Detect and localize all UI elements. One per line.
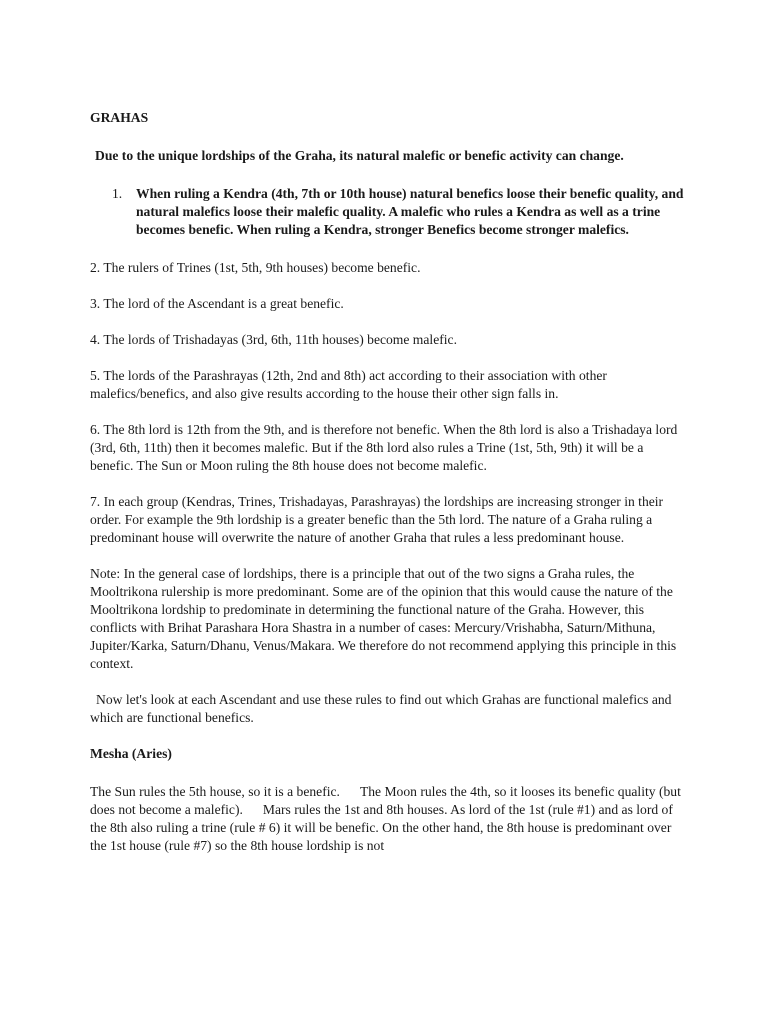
- rule-1-text: When ruling a Kendra (4th, 7th or 10th house) natural benefics loose their benefic quality, and natural malefics loose their malefic quality. A malefic who rules a Kendra as well as a trine becomes benefic. When ruling a Kendra, stronger Benefics become stronger malefics.: [136, 186, 684, 237]
- mesha-sentence-3: Mars rules the 1st and 8th houses. As lord of the 1st (rule #1) and as lord of the 8th also ruling a trine (rule # 6) it will be benefic. On the other hand, the 8th house is predominant over the 1st house (rule #7) so the 8th house lordship is not: [90, 802, 673, 853]
- rule-2-paragraph: 2. The rulers of Trines (1st, 5th, 9th houses) become benefic.: [90, 260, 421, 275]
- note-paragraph: Note: In the general case of lordships, there is a principle that out of the two signs a Graha rules, the Mooltrikona rulership is more predominant. Some are of the opinion that this would cause the nature of the Mooltrikona lordship to predominate in determining the functional nature of the Graha. However, this conflicts with Brihat Parashara Hora Shastra in a number of cases: Mercury/Vrishabha, Saturn/Mithuna, Jupiter/Karka, Saturn/Dhanu, Venus/Makara. We therefore do not recommend applying this principle in this context.: [90, 566, 677, 671]
- mesha-sentence-2: The Moon rules the 4th, so it looses its benefic quality (but does not become a malefic).: [90, 784, 681, 817]
- list-item: [90, 185, 684, 239]
- document-page: [90, 109, 684, 873]
- transition-paragraph: Now let's look at each Ascendant and use these rules to find out which Grahas are functional malefics and which are functional benefics.: [90, 692, 672, 725]
- rule-3-paragraph: 3. The lord of the Ascendant is a great benefic.: [90, 296, 344, 311]
- section-title: Mesha (Aries): [90, 746, 172, 761]
- mesha-sentence-1: The Sun rules the 5th house, so it is a benefic.: [90, 784, 340, 799]
- list-number: 1.: [112, 186, 123, 201]
- rule-5-paragraph: 5. The lords of the Parashrayas (12th, 2nd and 8th) act according to their association with other malefics/benefics, and also give results according to the house their other sign falls in.: [90, 368, 607, 401]
- document-title: GRAHAS: [90, 110, 149, 125]
- rule-list: [90, 185, 684, 239]
- rule-6-paragraph: 6. The 8th lord is 12th from the 9th, and is therefore not benefic. When the 8th lord is also a Trishadaya lord (3rd, 6th, 11th) then it becomes malefic. But if the 8th lord also rules a Trine (1st, 5th, 9th) it will be a benefic. The Sun or Moon ruling the 8th house does not become malefic.: [90, 422, 678, 473]
- rule-4-paragraph: 4. The lords of Trishadayas (3rd, 6th, 11th houses) become malefic.: [90, 332, 457, 347]
- intro-paragraph: Due to the unique lordships of the Graha, its natural malefic or benefic activity can change.: [95, 148, 624, 163]
- mesha-paragraph: [90, 783, 684, 855]
- rule-7-paragraph: 7. In each group (Kendras, Trines, Trishadayas, Parashrayas) the lordships are increasing stronger in their order. For example the 9th lordship is a greater benefic than the 5th lord. The nature of a Graha ruling a predominant house will overwrite the nature of another Graha that rules a less predominant house.: [90, 494, 664, 545]
